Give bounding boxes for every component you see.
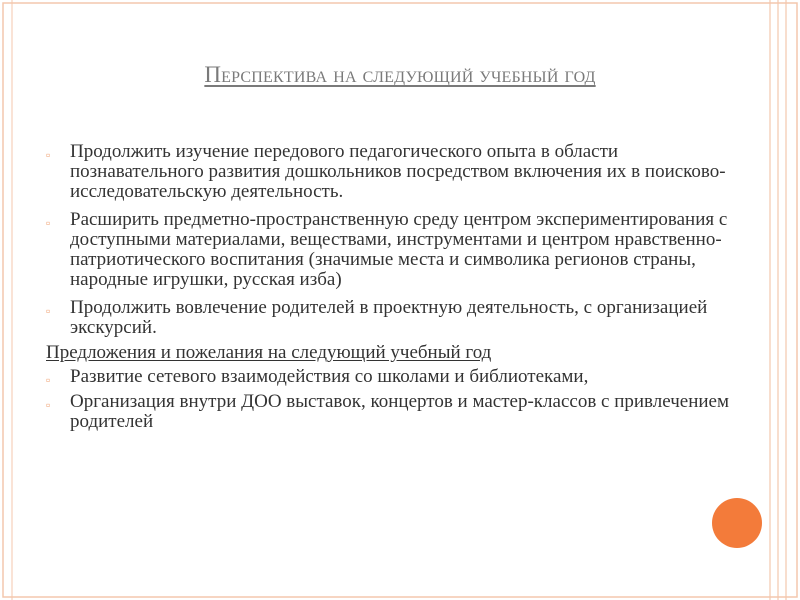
list-item-text: Расширить предметно-пространственную среду центром экспериментирования с доступными материалами, веществами, инструментами и центром нравственно-патриотического воспитания (значимые места и символика регионов страны, народные игрушки, русская изба) bbox=[70, 209, 728, 290]
list-item-text: Продолжить вовлечение родителей в проектную деятельность, с организацией экскурсий. bbox=[70, 297, 708, 338]
list-item-text: Организация внутри ДОО выставок, концертов и мастер-классов с привлечением родителей bbox=[70, 391, 729, 432]
list-item bbox=[46, 210, 746, 290]
list-item-text: Продолжить изучение передового педагогического опыта в области познавательного развития дошкольников посредством включения их в поисково-исследовательскую деятельность. bbox=[70, 141, 726, 202]
square-bullet-icon: ▫ bbox=[46, 216, 51, 230]
list-item bbox=[46, 367, 746, 387]
square-bullet-icon: ▫ bbox=[46, 398, 51, 412]
square-bullet-icon: ▫ bbox=[46, 148, 51, 162]
section-heading: Предложения и пожелания на следующий учебный год bbox=[46, 342, 492, 363]
slide-body bbox=[46, 142, 746, 440]
list-item bbox=[46, 142, 746, 202]
list-item-text: Развитие сетевого взаимодействия со школами и библиотеками, bbox=[70, 366, 589, 387]
page-title: Перспектива на следующий учебный год bbox=[204, 62, 596, 87]
decorative-circle bbox=[712, 498, 762, 548]
list-item bbox=[46, 298, 746, 338]
square-bullet-icon: ▫ bbox=[46, 373, 51, 387]
square-bullet-icon: ▫ bbox=[46, 304, 51, 318]
list-item bbox=[46, 392, 746, 432]
